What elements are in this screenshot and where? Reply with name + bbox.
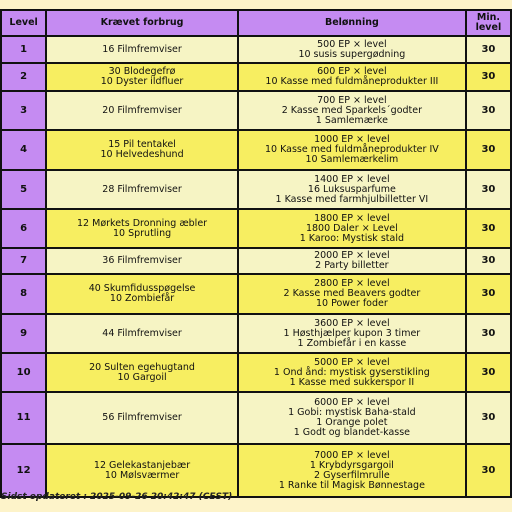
level-cell: 11	[2, 393, 45, 443]
level-cell: 4	[2, 131, 45, 169]
reward-item: 10 Power foder	[315, 298, 388, 309]
quest-table	[0, 9, 512, 498]
required-cell	[47, 37, 237, 62]
table-header-row	[2, 11, 510, 35]
min-level-cell: 30	[467, 92, 510, 129]
reward-item: 1 Ond ånd: mystisk gyserstikling	[273, 366, 430, 378]
min-level-cell: 30	[467, 249, 510, 273]
required-item: 20 Filmfremviser	[102, 104, 182, 116]
required-item: 40 Skumfidusspøgelse	[88, 283, 196, 294]
reward-item: 1 Krybdyrsgargoil	[309, 459, 394, 471]
required-item: 36 Filmfremviser	[102, 255, 182, 266]
required-cell	[47, 131, 237, 169]
reward-cell	[239, 393, 465, 443]
min-level-cell: 30	[467, 210, 510, 247]
required-item: 12 Mørkets Dronning æbler	[77, 217, 208, 229]
reward-cell	[239, 275, 465, 313]
table-row	[2, 393, 510, 443]
last-updated-text: Sidst opdateret : 2025-09-26 20:42:47 (CEST)	[1, 492, 233, 502]
required-item: 10 Gargoil	[117, 371, 167, 383]
reward-item: 3600 EP × level	[314, 317, 390, 329]
reward-item: 1800 EP × level	[314, 212, 390, 224]
reward-cell	[239, 315, 465, 352]
required-item: 10 Zombiefår	[109, 293, 175, 304]
reward-item: 1 Zombiefår i en kasse	[297, 337, 407, 349]
required-item: 20 Sulten egehugtand	[89, 361, 195, 373]
table-row	[2, 315, 510, 352]
reward-item: 1800 Daler × Level	[305, 222, 398, 234]
reward-cell	[239, 37, 465, 62]
required-cell	[47, 315, 237, 352]
reward-item: 10 Kasse med fuldmåneprodukter III	[265, 76, 439, 87]
header-level: Level	[2, 11, 45, 35]
required-cell	[47, 171, 237, 208]
required-item: 30 Blodegefrø	[108, 66, 176, 77]
reward-cell	[239, 64, 465, 90]
reward-item: 2 Gyserfilmrulle	[314, 469, 390, 481]
reward-item: 1 Karoo: Mystisk stald	[299, 232, 404, 244]
required-cell	[47, 64, 237, 90]
table-row	[2, 275, 510, 313]
required-item: 10 Mølsværmer	[104, 469, 180, 481]
reward-cell	[239, 171, 465, 208]
level-cell: 9	[2, 315, 45, 352]
reward-item: 10 susis supergødning	[298, 48, 406, 60]
reward-item: 700 EP × level	[317, 94, 387, 106]
level-cell: 8	[2, 275, 45, 313]
reward-item: 500 EP × level	[317, 38, 387, 50]
required-item: 10 Sprutling	[112, 227, 172, 239]
reward-cell	[239, 131, 465, 169]
reward-item: 1 Ranke til Magisk Bønnestage	[278, 479, 425, 491]
required-cell	[47, 354, 237, 391]
table-row	[2, 210, 510, 247]
reward-item: 2800 EP × level	[314, 278, 390, 289]
level-cell: 3	[2, 92, 45, 129]
min-level-cell: 30	[467, 275, 510, 313]
header-min-line2: level	[475, 22, 502, 33]
reward-item: 600 EP × level	[317, 66, 387, 77]
reward-item: 6000 EP × level	[314, 397, 390, 408]
reward-item: 16 Luksusparfume	[307, 183, 396, 195]
required-item: 10 Dyster ildfluer	[100, 76, 184, 87]
level-cell: 7	[2, 249, 45, 273]
header-min-level	[467, 11, 510, 35]
reward-item: 7000 EP × level	[314, 449, 390, 461]
required-item: 56 Filmfremviser	[102, 412, 182, 423]
required-cell	[47, 445, 237, 496]
level-cell: 10	[2, 354, 45, 391]
table-row	[2, 92, 510, 129]
required-item: 15 Pil tentakel	[108, 139, 176, 150]
level-cell: 5	[2, 171, 45, 208]
reward-cell	[239, 210, 465, 247]
reward-item: 2000 EP × level	[314, 250, 390, 261]
level-cell: 6	[2, 210, 45, 247]
reward-item: 1 Gobi: mystisk Baha-stald	[288, 407, 416, 418]
reward-item: 10 Samlemærkelim	[305, 154, 399, 165]
table-row	[2, 64, 510, 90]
table-row	[2, 131, 510, 169]
table-row	[2, 249, 510, 273]
min-level-cell: 30	[467, 393, 510, 443]
reward-cell	[239, 445, 465, 496]
reward-item: 2 Kasse med Sparkels´godter	[281, 104, 423, 116]
level-cell: 1	[2, 37, 45, 62]
min-level-cell: 30	[467, 131, 510, 169]
reward-item: 5000 EP × level	[314, 356, 390, 368]
reward-item: 10 Kasse med fuldmåneprodukter IV	[264, 144, 439, 155]
reward-item: 2 Kasse med Beavers godter	[283, 288, 421, 299]
min-level-cell: 30	[467, 354, 510, 391]
required-cell	[47, 275, 237, 313]
reward-cell	[239, 249, 465, 273]
required-item: 28 Filmfremviser	[102, 183, 182, 195]
reward-item: 2 Party billetter	[315, 260, 389, 271]
required-item: 12 Gelekastanjebær	[93, 459, 191, 471]
required-item: 10 Helvedeshund	[100, 149, 184, 160]
header-min-line1: Min.	[476, 12, 500, 23]
table-row	[2, 354, 510, 391]
required-cell	[47, 92, 237, 129]
table-row	[2, 171, 510, 208]
reward-item: 1 Kasse med farmhjulbilletter VI	[275, 193, 429, 205]
reward-item: 1 Kasse med sukkerspor II	[289, 376, 415, 388]
reward-item: 1 Høsthjælper kupon 3 timer	[283, 327, 421, 339]
required-item: 16 Filmfremviser	[102, 43, 182, 55]
min-level-cell: 30	[467, 171, 510, 208]
reward-item: 1 Orange polet	[316, 417, 388, 428]
reward-item: 1400 EP × level	[314, 173, 390, 185]
required-cell	[47, 210, 237, 247]
min-level-cell: 30	[467, 315, 510, 352]
min-level-cell: 30	[467, 445, 510, 496]
table-row	[2, 37, 510, 62]
reward-item: 1000 EP × level	[314, 134, 390, 145]
min-level-cell: 30	[467, 37, 510, 62]
level-cell: 12	[2, 445, 45, 496]
table-row	[2, 445, 510, 496]
table-body	[2, 37, 510, 496]
reward-cell	[239, 92, 465, 129]
reward-cell	[239, 354, 465, 391]
reward-item: 1 Samlemærke	[315, 114, 388, 126]
required-cell	[47, 249, 237, 273]
min-level-cell: 30	[467, 64, 510, 90]
required-cell	[47, 393, 237, 443]
header-reward: Belønning	[239, 11, 465, 35]
header-required: Krævet forbrug	[47, 11, 237, 35]
reward-item: 1 Godt og blandet-kasse	[293, 427, 411, 438]
required-item: 44 Filmfremviser	[102, 327, 182, 339]
level-cell: 2	[2, 64, 45, 90]
